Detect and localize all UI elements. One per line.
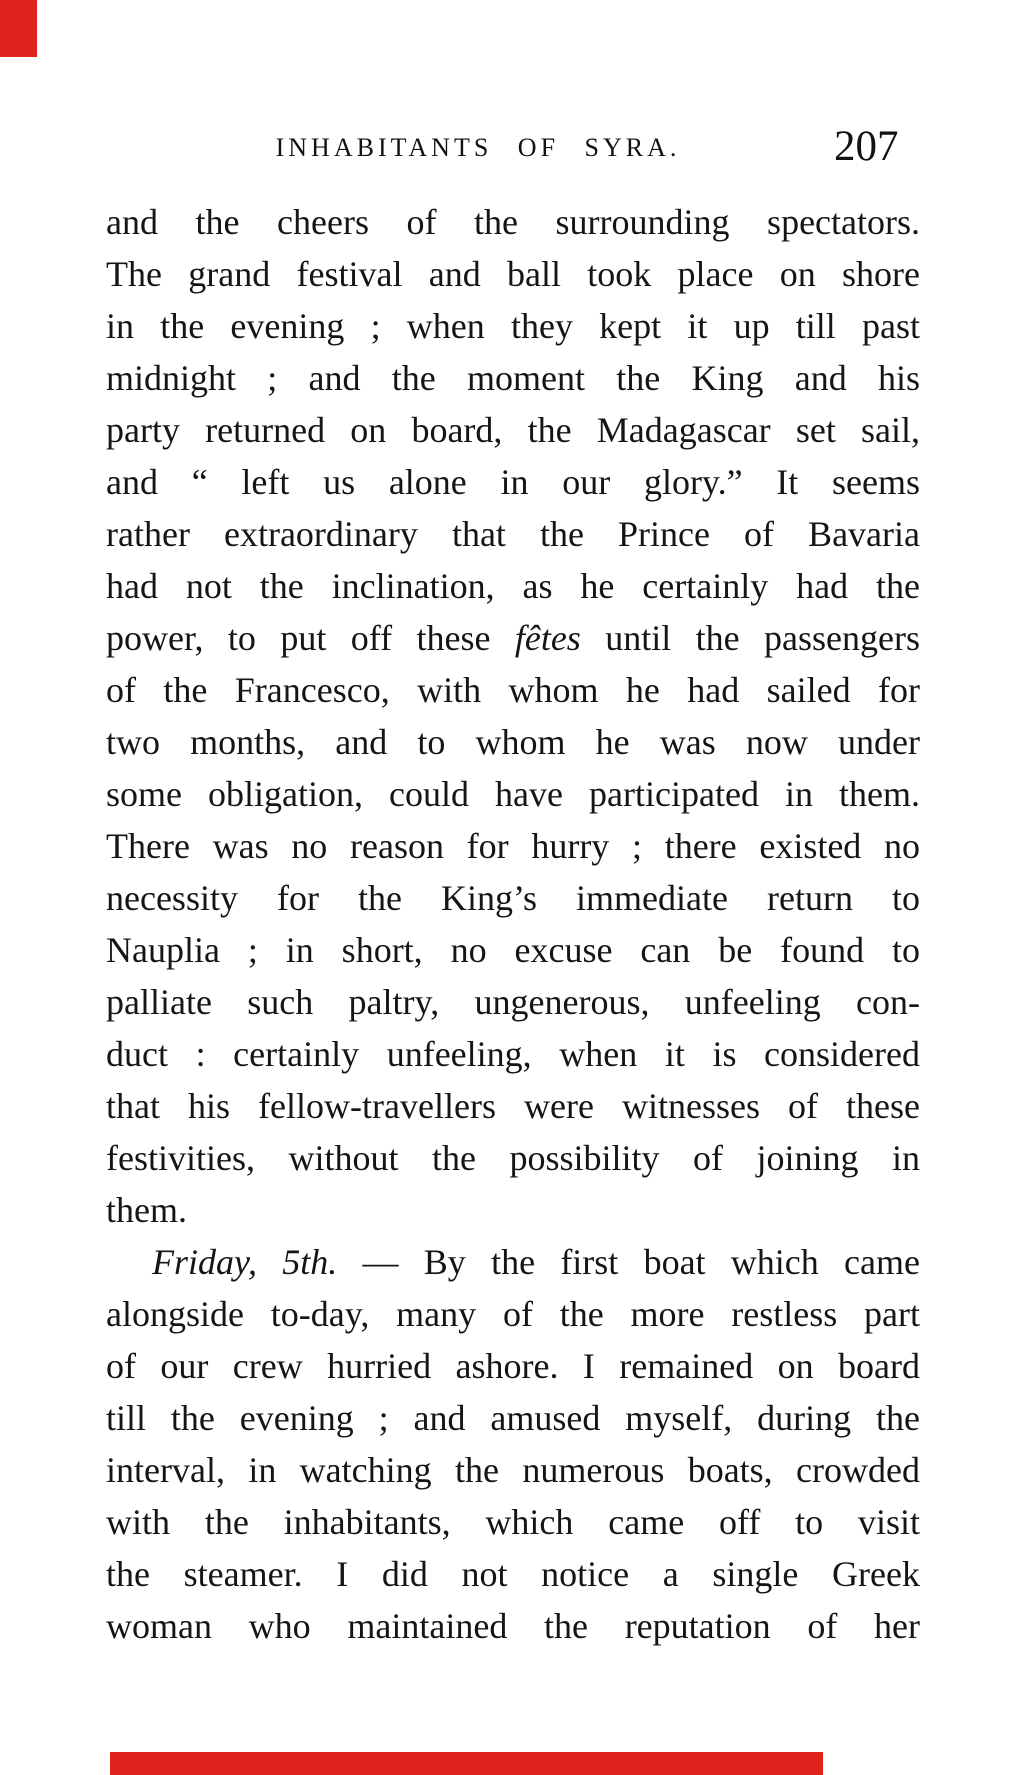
text-line — [106, 1184, 920, 1236]
text-line — [106, 612, 920, 664]
text-line — [106, 1340, 920, 1392]
text-segment: some obligation, could have participated in them. — [106, 774, 920, 814]
text-segment: with the inhabitants, which came off to visit — [106, 1502, 920, 1542]
page-number: 207 — [834, 123, 899, 170]
text-line — [106, 664, 920, 716]
text-line — [106, 1496, 920, 1548]
text-line — [106, 1600, 920, 1652]
text-segment: festivities, without the possibility of joining in — [106, 1138, 920, 1178]
text-segment: There was no reason for hurry ; there existed no — [106, 826, 920, 866]
text-line — [106, 1288, 920, 1340]
text-segment: party returned on board, the Madagascar set sail, — [106, 410, 920, 450]
text-segment: palliate such paltry, ungenerous, unfeeling con- — [106, 982, 920, 1022]
text-segment: in the evening ; when they kept it up till past — [106, 306, 920, 346]
text-segment: till the evening ; and amused myself, during the — [106, 1398, 920, 1438]
text-line — [106, 1392, 920, 1444]
text-line — [106, 248, 920, 300]
text-line — [106, 872, 920, 924]
text-line — [106, 456, 920, 508]
text-line — [106, 768, 920, 820]
text-segment: the steamer. I did not notice a single Greek — [106, 1554, 920, 1594]
text-segment: alongside to-day, many of the more restless part — [106, 1294, 920, 1334]
scan-mark-top-left — [0, 0, 37, 57]
text-segment: midnight ; and the moment the King and his — [106, 358, 920, 398]
text-line — [106, 352, 920, 404]
text-line — [106, 1132, 920, 1184]
text-line — [106, 1236, 920, 1288]
text-line — [106, 1444, 920, 1496]
text-segment: rather extraordinary that the Prince of Bavaria — [106, 514, 920, 554]
text-line — [106, 196, 920, 248]
text-line — [106, 716, 920, 768]
text-segment-italic: fêtes — [514, 618, 581, 658]
text-line — [106, 1028, 920, 1080]
body-text — [106, 196, 920, 1652]
text-segment: until the passengers — [580, 618, 920, 658]
text-segment: and “ left us alone in our glory.” It seems — [106, 462, 920, 502]
text-line — [106, 1548, 920, 1600]
text-segment: — By the first boat which came — [337, 1242, 920, 1282]
text-segment: had not the inclination, as he certainly had the — [106, 566, 920, 606]
text-segment-italic: Friday, 5th. — [152, 1242, 338, 1282]
text-segment: duct : certainly unfeeling, when it is considered — [106, 1034, 920, 1074]
text-segment: of the Francesco, with whom he had sailed for — [106, 670, 920, 710]
text-line — [106, 404, 920, 456]
text-line — [106, 560, 920, 612]
text-segment: of our crew hurried ashore. I remained on board — [106, 1346, 920, 1386]
text-segment: power, to put off these — [106, 618, 515, 658]
text-line — [106, 508, 920, 560]
text-line — [106, 924, 920, 976]
text-line — [106, 976, 920, 1028]
text-segment: woman who maintained the reputation of her — [106, 1606, 920, 1646]
text-segment: interval, in watching the numerous boats, crowded — [106, 1450, 920, 1490]
running-header: INHABITANTS OF SYRA. — [275, 133, 681, 162]
text-segment: two months, and to whom he was now under — [106, 722, 920, 762]
text-segment: that his fellow-travellers were witnesses of these — [106, 1086, 920, 1126]
text-line — [106, 300, 920, 352]
text-segment: The grand festival and ball took place on shore — [106, 254, 920, 294]
text-segment: necessity for the King’s immediate return to — [106, 878, 920, 918]
text-segment: and the cheers of the surrounding spectators. — [106, 202, 920, 242]
text-line — [106, 1080, 920, 1132]
text-line — [106, 820, 920, 872]
scan-mark-bottom — [110, 1752, 823, 1775]
text-segment: them. — [106, 1190, 187, 1230]
text-segment: Nauplia ; in short, no excuse can be found to — [106, 930, 920, 970]
